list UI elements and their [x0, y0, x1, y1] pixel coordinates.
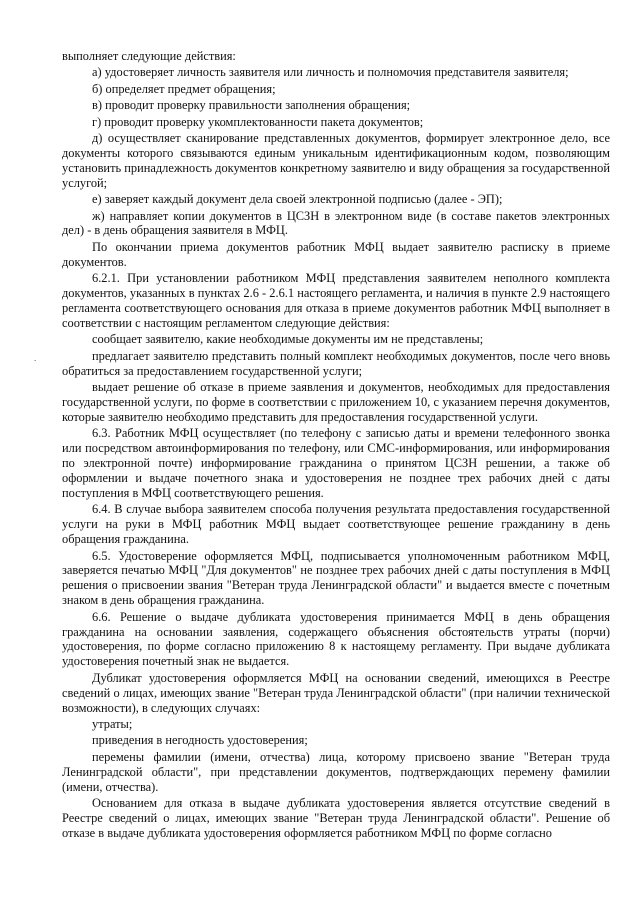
paragraph: б) определяет предмет обращения; [92, 81, 276, 96]
paragraph: г) проводит проверку укомплектованности пакета документов; [92, 114, 424, 129]
paragraph: 6.5. Удостоверение оформляется МФЦ, подписывается уполномоченным работником МФЦ, заверяется печатью МФЦ "Для документов" не позднее трех рабочих дней с даты поступления в МФЦ решения о присвоении звания "Ветеран труда Ленинградской области" и выдается вместе с почетным знаком в день обращения гражданина. [62, 548, 610, 608]
paragraph: д) осуществляет сканирование представленных документов, формирует электронное дело, все документы которого связываются единым уникальным идентификационным кодом, позволяющим установить принадлежность документов конкретному заявителю и виду обращения за государственной услугой; [62, 131, 610, 190]
paragraph: выполняет следующие действия: [62, 49, 236, 63]
paragraph: Основанием для отказа в выдаче дубликата удостоверения является отсутствие сведений в Реестре сведений о лицах, имеющих звание "Ветеран труда Ленинградской области". Решение об отказе в выдаче дубликата удостоверения оформляется работником МФЦ по форме согласно [62, 796, 610, 840]
paragraph: а) удостоверяет личность заявителя или личность и полномочия представителя заявителя; [92, 65, 569, 80]
paragraph: Дубликат удостоверения оформляется МФЦ на основании сведений, имеющихся в Реестре сведений о лицах, имеющих звание "Ветеран труда Ленинградской области" (при наличии технической возможности), в следующих случаях: [62, 670, 610, 715]
paragraph: е) заверяет каждый документ дела своей электронной подписью (далее - ЭП); [92, 192, 503, 207]
paragraph: в) проводит проверку правильности заполнения обращения; [92, 98, 411, 113]
document-body [62, 49, 610, 842]
paragraph: ж) направляет копии документов в ЦСЗН в электронном виде (в составе пакетов электронных дел) - в день обращения заявителя в МФЦ. [62, 208, 610, 238]
paragraph: сообщает заявителю, какие необходимые документы им не представлены; [92, 332, 484, 347]
paragraph: приведения в негодность удостоверения; [92, 733, 308, 748]
paragraph: 6.4. В случае выбора заявителем способа получения результата предоставления государственной услуги на руки в МФЦ работник МФЦ выдает соответствующее решение гражданину в день обращения гражданина. [62, 502, 610, 547]
paragraph: 6.3. Работник МФЦ осуществляет (по телефону с записью даты и времени телефонного звонка или посредством автоинформирования по телефону, или СМС-информирования, или информирования по электронной почте) информирование гражданина о принятом ЦСЗН решении, а также об оформлении и выдаче почетного знака и удостоверения не позднее трех рабочих дней с даты поступления в МФЦ соответствующего решения. [62, 426, 610, 500]
paragraph: утраты; [92, 716, 133, 731]
paragraph: предлагает заявителю представить полный комплект необходимых документов, после чего вновь обратиться за предоставлением государственной услуги; [62, 348, 610, 378]
margin-mark: . [34, 353, 37, 363]
paragraph: перемены фамилии (имени, отчества) лица, которому присвоено звание "Ветеран труда Ленинградской области", при представлении документов, подтверждающих перемену фамилии (имени, отчества). [62, 749, 610, 794]
paragraph: 6.6. Решение о выдаче дубликата удостоверения принимается МФЦ в день обращения гражданина на основании заявления, содержащего объяснения обстоятельств утраты (порчи) удостоверения, по форме согласно приложению 8 к настоящему регламенту. При выдаче дубликата удостоверения почетный знак не выдается. [62, 609, 610, 669]
paragraph: 6.2.1. При установлении работником МФЦ представления заявителем неполного комплекта документов, указанных в пунктах 2.6 - 2.6.1 настоящего регламента, и наличия в пункте 2.9 настоящего регламента соответствующего основания для отказа в приеме документов работник МФЦ выполняет в соответствии с настоящим регламентом следующие действия: [62, 271, 610, 330]
paragraph: По окончании приема документов работник МФЦ выдает заявителю расписку в приеме документов. [62, 239, 610, 269]
paragraph: выдает решение об отказе в приеме заявления и документов, необходимых для предоставления государственной услуги, по форме в соответствии с приложением 10, с указанием перечня документов, которые заявителю необходимо представить для предоставления государственной услуги. [62, 380, 610, 424]
